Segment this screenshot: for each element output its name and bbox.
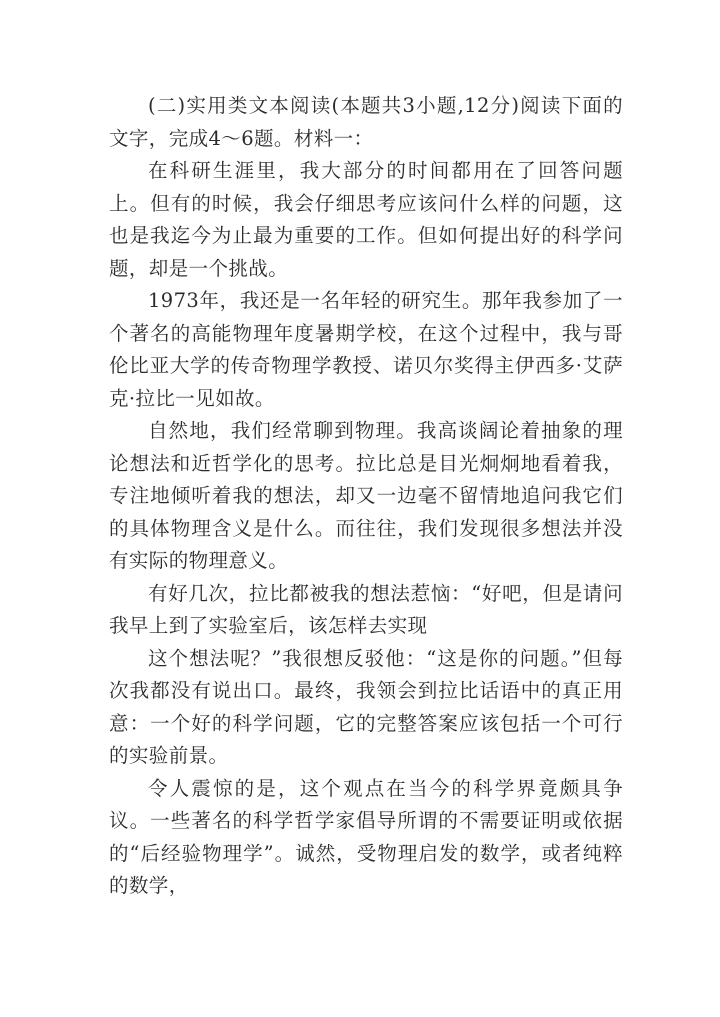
document-body (109, 90, 623, 903)
paragraph-5: 这个想法呢？”我很想反驳他：“这是你的问题。”但每次我都没有说出口。最终，我领会到拉比话语中的真正用意：一个好的科学问题，它的完整答案应该包括一个可行的实验前景。 (109, 646, 623, 767)
paragraph-2: 1973年，我还是一名年轻的研究生。那年我参加了一个著名的高能物理年度暑期学校，在这个过程中，我与哥伦比亚大学的传奇物理学教授、诺贝尔奖得主伊西多·艾萨克·拉比一见如故。 (109, 289, 623, 410)
paragraph-1: 在科研生涯里，我大部分的时间都用在了回答问题上。但有的时候，我会仔细思考应该问什么样的问题，这也是我迄今为止最为重要的工作。但如何提出好的科学问题，却是一个挑战。 (109, 159, 623, 280)
paragraph-6: 令人震惊的是，这个观点在当今的科学界竟颇具争议。一些著名的科学哲学家倡导所谓的不需要证明或依据的“后经验物理学”。诚然，受物理启发的数学，或者纯粹的数学， (109, 776, 623, 897)
paragraph-4: 有好几次，拉比都被我的想法惹恼：“好吧，但是请问我早上到了实验室后，该怎样去实现 (109, 581, 623, 637)
paragraph-3: 自然地，我们经常聊到物理。我高谈阔论着抽象的理论想法和近哲学化的思考。拉比总是目光炯炯地看着我，专注地倾听着我的想法，却又一边毫不留情地追问我它们的具体物理含义是什么。而往往，我们发现很多想法并没有实际的物理意义。 (109, 419, 623, 572)
intro-paragraph: (二)实用类文本阅读(本题共3小题,12分)阅读下面的文字，完成4～6题。材料一： (109, 94, 623, 150)
